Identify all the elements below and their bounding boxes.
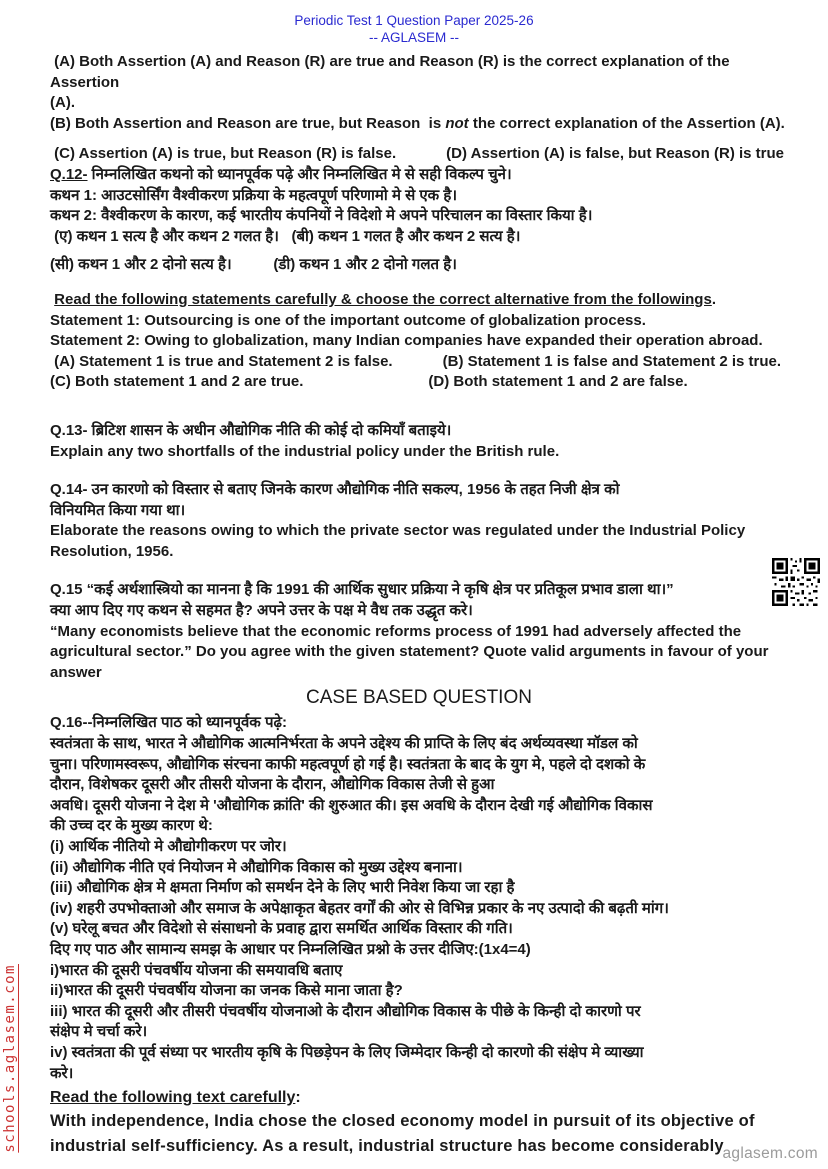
text-segment: कथन 1: आउटसोर्सिंग वैश्वीकरण प्रक्रिया के महत्वपूर्ण परिणामो मे से एक है। [50,186,458,204]
text-segment: Q.12- [50,165,88,183]
text-segment: Statement 2: Owing to globalization, many Indian companies have expanded their operation abroad. [50,332,763,350]
text-segment: : [295,1089,301,1107]
case-based-heading [50,685,788,711]
subquestion-iv-2 [50,1064,788,1085]
text-segment: संक्षेप मे चर्चा करे। [50,1023,148,1041]
text-segment: (ए) कथन 1 सत्य है और कथन 2 गलत है। (बी) कथन 1 गलत है और कथन 2 सत्य है। [50,227,521,245]
option-b [50,114,788,135]
question-14-en-1 [50,521,788,542]
text-segment: CASE BASED QUESTION [306,687,532,709]
question-14-hi-2 [50,501,788,522]
text-segment: (A) Both Assertion (A) and Reason (R) are true and Reason (R) is the correct explanation of the Assertion [50,53,734,91]
page-header [0,12,828,46]
question-15-en-2 [50,642,788,663]
text-segment: चुना। परिणामस्वरूप, औद्योगिक संरचना काफी महत्वपूर्ण हो गई है। स्वतंत्रता के बाद के युग मे, पहले दो दशको के [50,755,646,773]
question-15-en-3 [50,663,788,684]
passage-line-2 [50,755,788,776]
option-a-line1 [50,52,788,93]
text-segment: not [445,114,469,132]
answer-instruction [50,940,788,961]
text-segment: Statement 1: Outsourcing is one of the important outcome of globalization process. [50,311,646,329]
text-segment: (B) Both Assertion and Reason are true, but Reason is [50,114,446,132]
text-segment: Q.15 “कई अर्थशास्त्रियो का मानना है कि 1991 की आर्थिक सुधार प्रक्रिया ने कृषि क्षेत्र पर प्रतिकूल प्रभाव डाला था।” [50,581,674,599]
text-segment: Q.16--निम्नलिखित पाठ को ध्यानपूर्वक पढ़े: [50,714,287,732]
reason-iii [50,878,788,899]
text-segment: With independence, India chose the closed economy model in pursuit of its objective of [50,1112,755,1131]
passage-line-4 [50,796,788,817]
subquestion-iv-1 [50,1043,788,1064]
reason-iv [50,899,788,920]
question-16 [50,713,788,734]
options-en-ab [50,352,788,373]
text-segment: अवधि। दूसरी योजना ने देश मे 'औद्योगिक क्रांति' की शुरुआत की। इस अवधि के दौरान देखी गई औद्योगिक विकास [50,796,653,814]
aglasem-footer: aglasem.com [722,1145,818,1162]
text-segment: (iv) शहरी उपभोक्ताओ और समाज के अपेक्षाकृत बेहतर वर्गों की ओर से विभिन्न प्रकार के नए उत्पादो की बढ़ती मांग। [50,899,669,917]
text-segment: Read the following statements carefully & choose the correct alternative from the followings [54,290,712,308]
text-segment: स्वतंत्रता के साथ, भारत ने औद्योगिक आत्मनिर्भरता के अपने उद्देश्य की प्राप्ति के लिए बंद अर्थव्यवस्था मॉडल को [50,735,638,753]
text-segment: iii) भारत की दूसरी और तीसरी पंचवर्षीय योजनाओ के दौरान औद्योगिक विकास के पीछे के किन्ही दो कारणो पर [50,1002,641,1020]
subquestion-iii-2 [50,1022,788,1043]
text-segment: (A). [50,94,75,112]
text-segment: Q.14- उन कारणो को विस्तार से बताए जिनके कारण औद्योगिक नीति सकल्प, 1956 के तहत निजी क्षेत्र को [50,481,620,499]
text-segment: (A) Statement 1 is true and Statement 2 is false. (B) Statement 1 is false and Statement 2 is true. [50,352,782,370]
reason-ii [50,858,788,879]
closing-text-1 [50,1109,788,1134]
text-segment: (i) आर्थिक नीतियो मे औद्योगीकरण पर जोर। [50,838,287,855]
closing-text-2 [50,1134,788,1159]
read-statements-heading [50,290,788,311]
text-segment: कथन 2: वैश्वीकरण के कारण, कई भारतीय कंपनियों ने विदेशो मे अपने परिचालन का विस्तार किया है। [50,207,593,225]
passage-line-1 [50,734,788,755]
document-lines [50,52,788,1159]
text-segment: “Many economists believe that the economic reforms process of 1991 had adversely affected the [50,622,742,640]
option-a-line2 [50,93,788,114]
text-segment: (C) Assertion (A) is true, but Reason (R) is false. (D) Assertion (A) is false, but Reason (R) is true [50,145,784,163]
statement-1-hi [50,186,788,207]
text-segment: क्या आप दिए गए कथन से सहमत है? अपने उत्तर के पक्ष मे वैध तक उद्धृत करे। [50,602,473,620]
text-segment: answer [50,663,102,681]
text-segment: करे। [50,1064,74,1082]
question-14-hi-1 [50,480,788,501]
text-segment: the correct explanation of the Assertion (A). [468,114,785,132]
question-15-hi-1 [50,580,788,601]
question-15-en-1 [50,622,788,643]
passage-line-5 [50,816,788,837]
text-segment: iv) स्वतंत्रता की पूर्व संध्या पर भारतीय कृषि के पिछड़ेपन के लिए जिम्मेदार किन्ही दो कारणो की संक्षेप मे व्याख्या [50,1043,644,1061]
reason-i [50,837,788,858]
question-13-hi [50,421,788,442]
text-segment: Explain any two shortfalls of the industrial policy under the British rule. [50,442,560,460]
text-segment: विनियमित किया गया था। [50,501,186,519]
text-segment: . [711,290,716,308]
text-segment: Read the following text carefully [50,1089,296,1107]
text-segment: (v) घरेलू बचत और विदेशो से संसाधनो के प्रवाह द्वारा समर्थित आर्थिक विस्तार की गति। [50,920,513,938]
text-segment: (ii) औद्योगिक नीति एवं नियोजन मे औद्योगिक विकास को मुख्य उद्देश्य बनाना। [50,858,463,876]
subquestion-ii [50,981,788,1002]
read-text-heading [50,1086,788,1109]
text-segment: निम्नलिखित कथनो को ध्यानपूर्वक पढ़े और निम्नलिखित मे से सही विकल्प चुने। [87,165,512,183]
question-15-hi-2 [50,601,788,622]
options-hi-ab [50,227,788,248]
text-segment: दौरान, विशेषकर दूसरी और तीसरी योजना के दौरान, औद्योगिक विकास तेजी से हुआ [50,776,495,794]
subquestion-iii-1 [50,1002,788,1023]
statement-2-en [50,331,788,352]
text-segment: Q.13- ब्रिटिश शासन के अधीन औद्योगिक नीति की कोई दो कमियाँ बताइये। [50,421,452,439]
text-segment: agricultural sector.” Do you agree with the given statement? Quote valid arguments in favour of your [50,643,769,661]
qr-code-icon [772,558,820,606]
statement-2-hi [50,206,788,227]
paper-title: Periodic Test 1 Question Paper 2025-26 [294,13,534,28]
text-segment: की उच्च दर के मुख्य कारण थे: [50,817,213,835]
text-segment: दिए गए पाठ और सामान्य समझ के आधार पर निम्नलिखित प्रश्नो के उत्तर दीजिए:(1x4=4) [50,940,531,958]
text-segment: Resolution, 1956. [50,542,174,560]
subquestion-i [50,961,788,982]
text-segment: (सी) कथन 1 और 2 दोनो सत्य है। (डी) कथन 1 और 2 दोनो गलत है। [50,256,457,274]
question-14-en-2 [50,542,788,563]
option-c-d [50,144,788,165]
reason-v [50,919,788,940]
question-12 [50,165,788,186]
statement-1-en [50,311,788,332]
question-13-en [50,442,788,463]
text-segment: (iii) औद्योगिक क्षेत्र मे क्षमता निर्माण को समर्थन देने के लिए भारी निवेश किया जा रहा है [50,879,515,897]
text-segment: (C) Both statement 1 and 2 are true. (D) Both statement 1 and 2 are false. [50,373,688,391]
text-segment: i)भारत की दूसरी पंचवर्षीय योजना की समयावधि बताए [50,961,343,979]
schools-aglasem-watermark: schools.aglasem.com [2,964,18,1153]
options-en-cd [50,372,788,393]
passage-line-3 [50,775,788,796]
text-segment: ii)भारत की दूसरी पंचवर्षीय योजना का जनक किसे माना जाता है? [50,982,403,1000]
aglasem-banner: -- AGLASEM -- [368,30,459,45]
text-segment: industrial self-sufficiency. As a result, industrial structure has become considerably [50,1137,724,1156]
options-hi-cd [50,255,788,276]
text-segment: Elaborate the reasons owing to which the private sector was regulated under the Industrial Policy [50,522,746,540]
